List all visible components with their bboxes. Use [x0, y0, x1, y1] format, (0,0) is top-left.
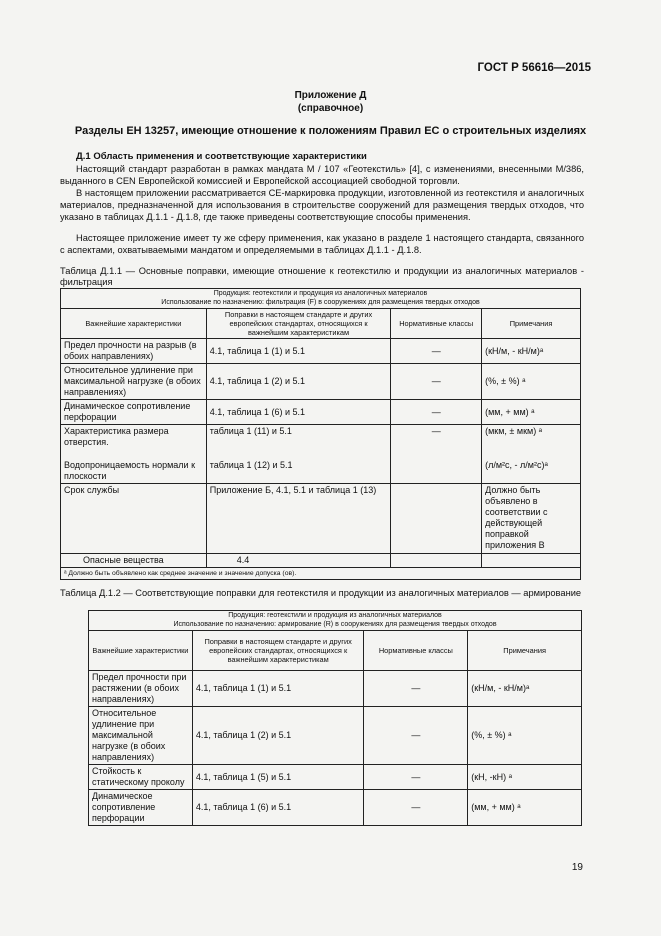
cell-ref: [206, 425, 391, 484]
table2-header-class: Нормативные классы: [364, 631, 468, 671]
table-row: [61, 400, 581, 425]
table1-header-note: Примечания: [482, 309, 581, 339]
cell-class: [391, 484, 482, 554]
table1: [60, 288, 581, 580]
cell-char: Динамическое сопротивление перфорации: [61, 400, 207, 425]
paragraph-3: [60, 232, 584, 256]
cell-ref: 4.1, таблица 1 (6) и 5.1: [192, 790, 364, 826]
paragraph-1-text: Настоящий стандарт разработан в рамках мандата М / 107 «Геотекстиль» [4], с изменениями, внесенными М/386, выданного в CEN Европейской комиссией и Европейской ассоциацией свободной торговли.: [60, 164, 584, 186]
section-title: Д.1 Область применения и соответствующие характеристики: [76, 151, 367, 162]
table1-header-char: Важнейшие характеристики: [61, 309, 207, 339]
table1-header-class: Нормативные классы: [391, 309, 482, 339]
cell-class: —: [364, 707, 468, 765]
cell-char-part2: Водопроницаемость нормали к плоскости: [64, 460, 196, 481]
cell-note: (мм, + мм) ᵃ: [468, 790, 582, 826]
appendix-heading: [0, 89, 661, 115]
cell-char: Стойкость к статическому проколу: [89, 765, 193, 790]
table2-header-char: Важнейшие характеристики: [89, 631, 193, 671]
cell-note: (кН, -кН) ᵃ: [468, 765, 582, 790]
cell-class: —: [391, 364, 482, 400]
table2-caption: Таблица Д.1.2 — Соответствующие поправки для геотекстиля и продукции из аналогичных материалов — армирование: [60, 588, 582, 598]
table2-product-line: Продукция: геотекстили и продукция из аналогичных материалов Использование по назначению: армирование (R) в сооружениях для размещения твердых отходов: [89, 611, 582, 631]
table-row: [89, 671, 582, 707]
table-row: [61, 425, 581, 484]
page-number: 19: [571, 862, 583, 873]
cell-char: Опасные вещества: [61, 554, 207, 568]
table-row: [89, 765, 582, 790]
cell-class: —: [364, 671, 468, 707]
standard-header: ГОСТ Р 56616—2015: [477, 62, 591, 74]
cell-char: Предел прочности при растяжении (в обоих направлениях): [89, 671, 193, 707]
table2-header-ref: Поправки в настоящем стандарте и других европейских стандартах, относящихся к важнейшим характеристикам: [192, 631, 364, 671]
table2: [88, 610, 582, 826]
paragraph-2-text: В настоящем приложении рассматривается CE-маркировка продукции, изготовленной из геотекстиля и аналогичных материалов, предназначенной для использования в строительстве сооружений для размещения твердых отходов, что указано в таблицах Д.1.1 - Д.1.8, где также приведены соответствующие способы применения.: [60, 188, 584, 222]
cell-class: —: [364, 765, 468, 790]
table1-footnote: ᵃ Должно быть объявлено как среднее значение и значение допуска (ов).: [61, 568, 581, 580]
cell-note-part2: (л/м²с, - л/м²с)ᵃ: [485, 460, 548, 470]
paragraph-1: [60, 163, 584, 187]
cell-note: (мм, + мм) ᵃ: [482, 400, 581, 425]
cell-char: Относительное удлинение при максимальной нагрузке (в обоих направлениях): [61, 364, 207, 400]
cell-ref: Приложение Б, 4.1, 5.1 и таблица 1 (13): [206, 484, 391, 554]
cell-ref-part2: таблица 1 (12) и 5.1: [209, 460, 293, 470]
cell-class: —: [391, 400, 482, 425]
appendix-title: Приложение Д: [294, 90, 367, 101]
cell-note: (кН/м, - кН/м)ᵃ: [468, 671, 582, 707]
cell-char: Динамическое сопротивление перфорации: [89, 790, 193, 826]
cell-note: [482, 425, 581, 484]
cell-note-part1: (мкм, ± мкм) ᵃ: [485, 426, 543, 436]
table1-product-line: Продукция: геотекстили и продукция из аналогичных материалов Использование по назначению: фильтрация (F) в сооружениях для размещения твердых отходов: [61, 289, 581, 309]
cell-class: —: [391, 425, 482, 484]
cell-class: —: [391, 339, 482, 364]
cell-char: Предел прочности на разрыв (в обоих направлениях): [61, 339, 207, 364]
table-row: [61, 339, 581, 364]
cell-ref: 4.1, таблица 1 (1) и 5.1: [192, 671, 364, 707]
table-row: [61, 364, 581, 400]
cell-note: (кН/м, - кН/м)ᵃ: [482, 339, 581, 364]
cell-ref: 4.1, таблица 1 (2) и 5.1: [206, 364, 391, 400]
cell-ref-part1: таблица 1 (11) и 5.1: [209, 426, 292, 436]
cell-ref: 4.1, таблица 1 (5) и 5.1: [192, 765, 364, 790]
table-row: [61, 484, 581, 554]
cell-note: [482, 554, 581, 568]
cell-ref: 4.4: [206, 554, 391, 568]
paragraph-2: [60, 187, 584, 223]
cell-note: (%, ± %) ᵃ: [482, 364, 581, 400]
cell-ref: 4.1, таблица 1 (6) и 5.1: [206, 400, 391, 425]
cell-ref: 4.1, таблица 1 (1) и 5.1: [206, 339, 391, 364]
cell-char: Срок службы: [61, 484, 207, 554]
table-row: [89, 790, 582, 826]
cell-char: Относительное удлинение при максимальной нагрузке (в обоих направлениях): [89, 707, 193, 765]
table1-caption: Таблица Д.1.1 — Основные поправки, имеющие отношение к геотекстилю и продукции из аналогичных материалов - фильтрация: [60, 266, 584, 287]
cell-note: (%, ± %) ᵃ: [468, 707, 582, 765]
paragraph-3-text: Настоящее приложение имеет ту же сферу применения, как указано в разделе 1 настоящего стандарта, связанного с аспектами, охватываемыми мандатом и определяемыми в таблицах Д.1.1 - Д.1.8.: [60, 233, 584, 255]
table-row: [89, 707, 582, 765]
cell-class: [391, 554, 482, 568]
cell-char-part1: Характеристика размера отверстия.: [64, 426, 169, 447]
table-row: [61, 554, 581, 568]
main-title: Разделы ЕН 13257, имеющие отношение к положениям Правил ЕС о строительных изделиях: [74, 125, 587, 137]
cell-class: —: [364, 790, 468, 826]
cell-note: Должно быть объявлено в соответствии с действующей поправкой приложения В: [482, 484, 581, 554]
table2-header-note: Примечания: [468, 631, 582, 671]
cell-char: [61, 425, 207, 484]
cell-ref: 4.1, таблица 1 (2) и 5.1: [192, 707, 364, 765]
table1-header-ref: Поправки в настоящем стандарте и других европейских стандартах, относящихся к важнейшим характеристикам: [206, 309, 391, 339]
appendix-note: (справочное): [297, 103, 364, 114]
